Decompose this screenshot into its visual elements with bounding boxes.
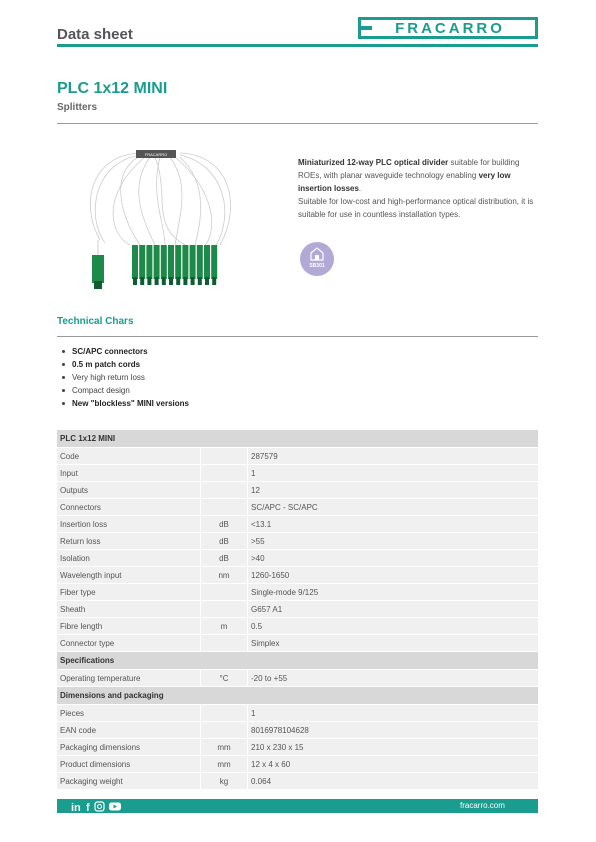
table-row — [57, 448, 538, 465]
product-category: Splitters — [57, 102, 98, 113]
connector-ferrule — [140, 277, 144, 285]
spec-label: Input — [57, 465, 201, 482]
product-title: PLC 1x12 MINI — [57, 80, 168, 97]
spec-unit — [201, 499, 248, 516]
table-section-header — [57, 430, 538, 448]
table-row — [57, 499, 538, 516]
spec-label: Packaging dimensions — [57, 739, 201, 756]
spec-unit — [201, 584, 248, 601]
spec-label: Wavelength input — [57, 567, 201, 584]
document-title: Data sheet — [57, 26, 133, 43]
desc-text-1: suitable for building ROEs, with planar waveguide technology enabling — [298, 158, 520, 180]
sc-apc-connector — [182, 245, 188, 279]
table-row — [57, 567, 538, 584]
youtube-icon[interactable] — [109, 803, 121, 811]
connector-ferrule — [183, 277, 187, 285]
table-row — [57, 601, 538, 618]
sc-apc-connector — [139, 245, 145, 279]
table-row — [57, 739, 538, 756]
spec-unit: kg — [201, 773, 248, 790]
connector-ferrule — [191, 277, 195, 285]
spec-unit: mm — [201, 756, 248, 773]
sc-apc-connector — [190, 245, 196, 279]
spec-unit: mm — [201, 739, 248, 756]
svg-text:in: in — [71, 802, 81, 813]
desc-highlight-2: very low insertion losses — [298, 171, 511, 193]
spec-value: 0.5 — [248, 618, 539, 635]
table-row — [57, 773, 538, 790]
feature-item: Very high return loss — [62, 371, 189, 384]
sc-apc-connector — [204, 245, 210, 279]
spec-unit: dB — [201, 516, 248, 533]
spec-value: 1 — [248, 465, 539, 482]
product-photo — [80, 145, 245, 295]
table-row — [57, 533, 538, 550]
table-row — [57, 550, 538, 567]
sc-apc-connector — [168, 245, 174, 279]
spec-value: Simplex — [248, 635, 539, 652]
divider — [57, 336, 538, 337]
spec-value: <13.1 — [248, 516, 539, 533]
sc-apc-connector — [146, 245, 152, 279]
spec-table — [57, 430, 538, 790]
spec-label: Return loss — [57, 533, 201, 550]
table-row — [57, 756, 538, 773]
website-link[interactable]: fracarro.com — [460, 801, 505, 810]
spec-unit: m — [201, 618, 248, 635]
svg-text:f: f — [86, 802, 90, 813]
spec-label: Packaging weight — [57, 773, 201, 790]
spec-value: 12 — [248, 482, 539, 499]
connector-ferrule — [212, 277, 216, 285]
divider — [57, 123, 538, 124]
sc-apc-connector — [154, 245, 160, 279]
spec-unit — [201, 482, 248, 499]
fracarro-logo — [358, 17, 538, 39]
spec-unit — [201, 705, 248, 722]
spec-value: 0.064 — [248, 773, 539, 790]
spec-unit: nm — [201, 567, 248, 584]
feature-item: SC/APC connectors — [62, 345, 189, 358]
section-title-technical: Technical Chars — [57, 316, 134, 327]
spec-label: Fiber type — [57, 584, 201, 601]
spec-value: >55 — [248, 533, 539, 550]
connector-ferrule — [155, 277, 159, 285]
spec-value: 210 x 230 x 15 — [248, 739, 539, 756]
spec-value: 1260-1650 — [248, 567, 539, 584]
spec-label: Pieces — [57, 705, 201, 722]
spec-label: Insertion loss — [57, 516, 201, 533]
sc-apc-connector — [132, 245, 138, 279]
spec-unit: dB — [201, 550, 248, 567]
spec-label: Connectors — [57, 499, 201, 516]
logo-text: FRACARRO — [395, 20, 505, 37]
table-row — [57, 722, 538, 739]
table-row — [57, 618, 538, 635]
spec-value: SC/APC - SC/APC — [248, 499, 539, 516]
spec-label: Code — [57, 448, 201, 465]
spec-label: Isolation — [57, 550, 201, 567]
badge-label: SB301 — [309, 263, 325, 269]
spec-value: 8016978104628 — [248, 722, 539, 739]
desc-paragraph-2: Suitable for low-cost and high-performance optical distribution, it is suitable for use in countless installation types. — [298, 197, 534, 219]
table-row — [57, 516, 538, 533]
spec-unit — [201, 448, 248, 465]
spec-unit — [201, 635, 248, 652]
spec-label: Operating temperature — [57, 670, 201, 687]
spec-label: Connector type — [57, 635, 201, 652]
table-row — [57, 705, 538, 722]
section-label: PLC 1x12 MINI — [57, 430, 538, 448]
spec-unit — [201, 465, 248, 482]
spec-unit: °C — [201, 670, 248, 687]
spec-label: EAN code — [57, 722, 201, 739]
spec-label: Fibre length — [57, 618, 201, 635]
spec-unit — [201, 722, 248, 739]
facebook-icon[interactable] — [86, 802, 90, 813]
spec-unit: dB — [201, 533, 248, 550]
feature-item: New "blockless" MINI versions — [62, 397, 189, 410]
spec-value: 287579 — [248, 448, 539, 465]
spec-label: Outputs — [57, 482, 201, 499]
spec-unit — [201, 601, 248, 618]
spec-label: Product dimensions — [57, 756, 201, 773]
sc-apc-connector — [175, 245, 181, 279]
social-links — [70, 800, 130, 813]
spec-value: -20 to +55 — [248, 670, 539, 687]
table-row — [57, 465, 538, 482]
spec-value: Single-mode 9/125 — [248, 584, 539, 601]
spec-value: 1 — [248, 705, 539, 722]
connector-ferrule — [169, 277, 173, 285]
table-row — [57, 635, 538, 652]
connector-ferrule — [147, 277, 151, 285]
section-label: Specifications — [57, 652, 538, 670]
feature-item: 0.5 m patch cords — [62, 358, 189, 371]
spec-label: Sheath — [57, 601, 201, 618]
sc-apc-connector — [161, 245, 167, 279]
connector-ferrule — [198, 277, 202, 285]
connector-ferrule — [162, 277, 166, 285]
desc-highlight-1: Miniaturized 12-way PLC optical divider — [298, 158, 449, 167]
spec-value: >40 — [248, 550, 539, 567]
table-row — [57, 584, 538, 601]
linkedin-icon[interactable] — [71, 802, 81, 813]
spec-value: G657 A1 — [248, 601, 539, 618]
connector-ferrule — [205, 277, 209, 285]
feature-item: Compact design — [62, 384, 189, 397]
section-label: Dimensions and packaging — [57, 687, 538, 705]
spec-value: 12 x 4 x 60 — [248, 756, 539, 773]
product-description — [298, 156, 538, 221]
feature-list — [62, 345, 189, 410]
table-row — [57, 482, 538, 499]
header-rule — [57, 44, 538, 47]
building-icon — [309, 247, 325, 261]
sc-apc-connector — [211, 245, 217, 279]
connector-ferrule — [133, 277, 137, 285]
sc-apc-connector — [197, 245, 203, 279]
table-section-header — [57, 687, 538, 705]
photo-label: FRACARRO — [144, 152, 168, 157]
desc-text-2: . — [358, 184, 362, 193]
table-row — [57, 670, 538, 687]
table-section-header — [57, 652, 538, 670]
instagram-icon[interactable] — [95, 802, 104, 811]
connector-ferrule — [176, 277, 180, 285]
